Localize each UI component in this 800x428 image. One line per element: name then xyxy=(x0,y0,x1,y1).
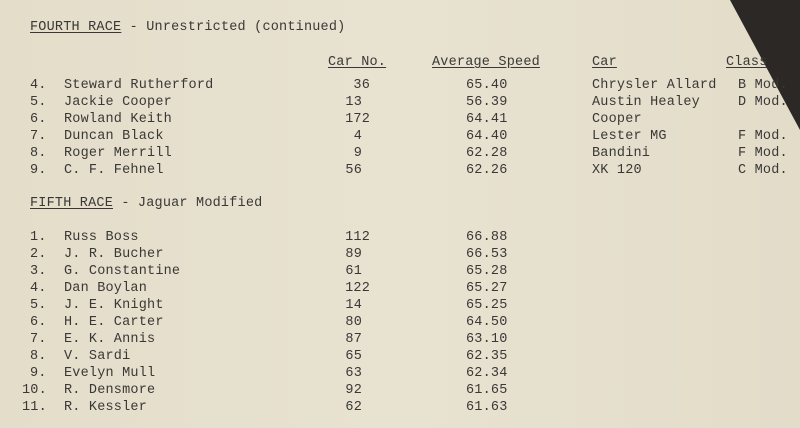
table-row xyxy=(0,146,800,162)
table-row xyxy=(0,332,800,348)
driver-name: Steward Rutherford xyxy=(64,78,214,93)
average-speed: 65.40 xyxy=(466,78,508,93)
header-car: Car xyxy=(592,55,617,70)
place: 5. xyxy=(30,95,47,110)
average-speed: 62.28 xyxy=(466,146,508,161)
average-speed: 65.28 xyxy=(466,264,508,279)
fourth-race-subtitle: - Unrestricted (continued) xyxy=(121,20,346,35)
place: 7. xyxy=(30,129,47,144)
car-number: 80 xyxy=(345,315,362,330)
car-number: 87 xyxy=(345,332,362,347)
car-model: Austin Healey xyxy=(592,95,700,110)
car-number: 9 xyxy=(353,146,362,161)
driver-name: H. E. Carter xyxy=(64,315,164,330)
average-speed: 65.25 xyxy=(466,298,508,313)
car-number: 56 xyxy=(345,163,362,178)
driver-name: R. Densmore xyxy=(64,383,156,398)
table-row xyxy=(0,366,800,382)
average-speed: 66.88 xyxy=(466,230,508,245)
table-row xyxy=(0,112,800,128)
car-class: F Mod. xyxy=(738,146,788,161)
driver-name: Duncan Black xyxy=(64,129,164,144)
car-number: 172 xyxy=(345,112,370,127)
driver-name: G. Constantine xyxy=(64,264,181,279)
average-speed: 62.35 xyxy=(466,349,508,364)
place: 9. xyxy=(30,366,47,381)
average-speed: 62.34 xyxy=(466,366,508,381)
car-number: 92 xyxy=(345,383,362,398)
fifth-race-title: FIFTH RACE xyxy=(30,196,114,211)
table-row xyxy=(0,163,800,179)
place: 7. xyxy=(30,332,47,347)
car-number: 89 xyxy=(345,247,362,262)
fifth-race-heading xyxy=(30,196,262,212)
place: 3. xyxy=(30,264,47,279)
car-number: 122 xyxy=(345,281,370,296)
driver-name: Rowland Keith xyxy=(64,112,172,127)
average-speed: 61.63 xyxy=(466,400,508,415)
driver-name: V. Sardi xyxy=(64,349,131,364)
table-row xyxy=(0,247,800,263)
table-row xyxy=(0,264,800,280)
fifth-race-subtitle: - Jaguar Modified xyxy=(113,196,263,211)
table-row xyxy=(0,298,800,314)
place: 5. xyxy=(30,298,47,313)
car-number: 36 xyxy=(353,78,370,93)
table-row xyxy=(0,129,800,145)
average-speed: 66.53 xyxy=(466,247,508,262)
fourth-race-title: FOURTH RACE xyxy=(30,20,122,35)
place: 2. xyxy=(30,247,47,262)
driver-name: Russ Boss xyxy=(64,230,139,245)
car-class: F Mod. xyxy=(738,129,788,144)
average-speed: 64.41 xyxy=(466,112,508,127)
car-number: 112 xyxy=(345,230,370,245)
car-number: 14 xyxy=(345,298,362,313)
table-row xyxy=(0,78,800,94)
place: 8. xyxy=(30,349,47,364)
table-row xyxy=(0,349,800,365)
average-speed: 61.65 xyxy=(466,383,508,398)
car-number: 61 xyxy=(345,264,362,279)
table-row xyxy=(0,230,800,246)
header-car-no: Car No. xyxy=(328,55,387,70)
driver-name: Dan Boylan xyxy=(64,281,148,296)
header-class: Class xyxy=(726,55,768,70)
car-model: XK 120 xyxy=(592,163,642,178)
car-model: Lester MG xyxy=(592,129,667,144)
table-row xyxy=(0,95,800,111)
table-row xyxy=(0,315,800,331)
driver-name: Roger Merrill xyxy=(64,146,172,161)
driver-name: Jackie Cooper xyxy=(64,95,172,110)
average-speed: 65.27 xyxy=(466,281,508,296)
average-speed: 62.26 xyxy=(466,163,508,178)
average-speed: 64.50 xyxy=(466,315,508,330)
car-number: 62 xyxy=(345,400,362,415)
fourth-race-heading xyxy=(30,20,345,36)
place: 10. xyxy=(22,383,47,398)
average-speed: 63.10 xyxy=(466,332,508,347)
car-class: B Mod. xyxy=(738,78,788,93)
place: 4. xyxy=(30,281,47,296)
car-number: 63 xyxy=(345,366,362,381)
driver-name: C. F. Fehnel xyxy=(64,163,164,178)
car-number: 65 xyxy=(345,349,362,364)
driver-name: J. R. Bucher xyxy=(64,247,164,262)
table-row xyxy=(0,281,800,297)
place: 6. xyxy=(30,315,47,330)
average-speed: 64.40 xyxy=(466,129,508,144)
car-number: 13 xyxy=(345,95,362,110)
place: 8. xyxy=(30,146,47,161)
car-model: Chrysler Allard xyxy=(592,78,717,93)
car-model: Bandini xyxy=(592,146,651,161)
table-row xyxy=(0,400,800,416)
car-number: 4 xyxy=(353,129,362,144)
car-class: D Mod. xyxy=(738,95,788,110)
driver-name: Evelyn Mull xyxy=(64,366,156,381)
car-model: Cooper xyxy=(592,112,642,127)
driver-name: E. K. Annis xyxy=(64,332,156,347)
car-class: C Mod. xyxy=(738,163,788,178)
driver-name: J. E. Knight xyxy=(64,298,164,313)
driver-name: R. Kessler xyxy=(64,400,148,415)
average-speed: 56.39 xyxy=(466,95,508,110)
place: 9. xyxy=(30,163,47,178)
place: 11. xyxy=(22,400,47,415)
table-row xyxy=(0,383,800,399)
place: 4. xyxy=(30,78,47,93)
header-average-speed: Average Speed xyxy=(432,55,540,70)
place: 1. xyxy=(30,230,47,245)
place: 6. xyxy=(30,112,47,127)
